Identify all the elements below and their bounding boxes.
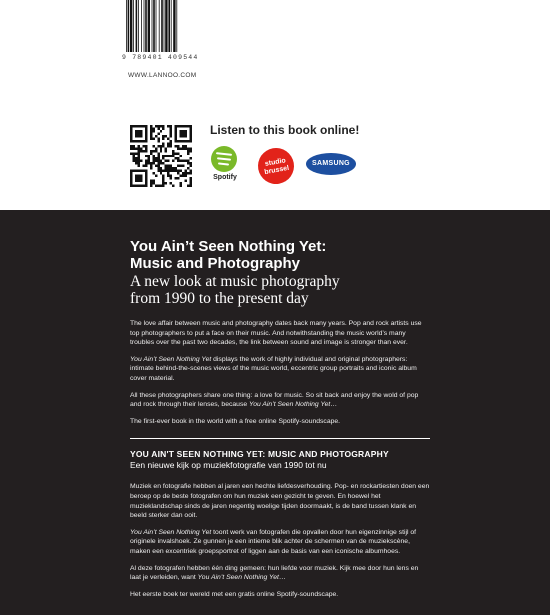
publisher-website: WWW.LANNOO.COM (128, 72, 197, 79)
english-paragraph-2 (130, 355, 430, 384)
book-title-italic: You Ain’t Seen Nothing Yet (197, 574, 279, 582)
spotify-icon (211, 146, 237, 172)
english-subtitle-line-2: from 1990 to the present day (130, 290, 309, 307)
dutch-paragraph-3-end: … (278, 574, 286, 582)
dutch-title: YOU AIN'T SEEN NOTHING YET: MUSIC AND PHOTOGRAPHY (130, 449, 389, 460)
dutch-paragraph-3 (130, 564, 430, 583)
english-paragraph-1: The love affair between music and photography dates back many years. Pop and rock artists use top photographers to put a face on their music. And notwithstanding the music world’s many troubles over the past two decades, the link between sound and image is stronger than ever. (130, 320, 422, 347)
qr-code (130, 125, 192, 187)
english-title-line-2: Music and Photography (130, 255, 301, 272)
english-paragraph-3-end: … (330, 401, 338, 409)
blurb-content (130, 238, 430, 599)
dutch-paragraph-3-text: Al deze fotografen hebben één ding gemeen: hun liefde voor muziek. Kijk mee door hun lens en laat je verleiden, want (130, 564, 419, 582)
isbn-barcode (126, 0, 186, 52)
english-paragraph-2-text: displays the work of highly individual and original photographers: intimate behind-the-scenes views of the music world, eccentric group portraits and iconic album cover material. (130, 355, 417, 382)
english-subtitle (130, 273, 430, 307)
english-title-line-1: You Ain’t Seen Nothing Yet: (130, 238, 327, 255)
dutch-paragraph-2-text: toont werk van fotografen die opvallen door hun eigenzinnige stijl of originele invalshoek. Ze gunnen je een intieme blik achter de schermen van de muziekscène, maken een excentriek groepsportret of liggen aan de basis van een iconische albumhoes. (130, 528, 417, 555)
book-title-italic: You Ain’t Seen Nothing Yet (130, 355, 212, 363)
studio-brussel-logo (255, 145, 297, 187)
back-cover-blurb-panel (0, 210, 550, 615)
english-paragraph-3 (130, 391, 430, 410)
book-title-italic: You Ain’t Seen Nothing Yet (130, 528, 212, 536)
english-subtitle-line-1: A new look at music photography (130, 273, 340, 290)
samsung-logo: SAMSUNG (306, 153, 356, 175)
dutch-paragraph-2 (130, 528, 430, 557)
studio-logo-line2: brussel (263, 164, 290, 177)
back-cover-top (0, 0, 550, 210)
english-paragraph-3-text: All these photographers share one thing: a love for music. So sit back and enjoy the wold of pop and rock through their lenses, because (130, 391, 419, 409)
section-divider (130, 438, 430, 439)
english-paragraph-4: The first-ever book in the world with a free online Spotify-soundscape. (130, 417, 341, 425)
studio-logo-line1: studio (264, 157, 287, 168)
english-title (130, 238, 430, 272)
isbn-number: 9 789401 409544 (122, 54, 199, 61)
spotify-wordmark: Spotify (213, 174, 237, 181)
book-title-italic: You Ain’t Seen Nothing Yet (249, 401, 331, 409)
dutch-paragraph-4: Het eerste boek ter wereld met een gratis online Spotify-soundscape. (130, 590, 339, 598)
dutch-subtitle: Een nieuwe kijk op muziekfotografie van 1990 tot nu (130, 460, 327, 471)
spotify-logo (208, 146, 242, 186)
listen-online-heading: Listen to this book online! (210, 123, 360, 137)
dutch-paragraph-1: Muziek en fotografie hebben al jaren een hechte liefdesverhouding. Pop- en rockartiesten doen een beroep op de beste fotografen om hun muziek een gezicht te geven. En hoewel het muzieklandschap sinds de jaren negentig woelige tijden doormaakt, is de band tussen klank en beeld sterker dan ooit. (130, 483, 430, 520)
